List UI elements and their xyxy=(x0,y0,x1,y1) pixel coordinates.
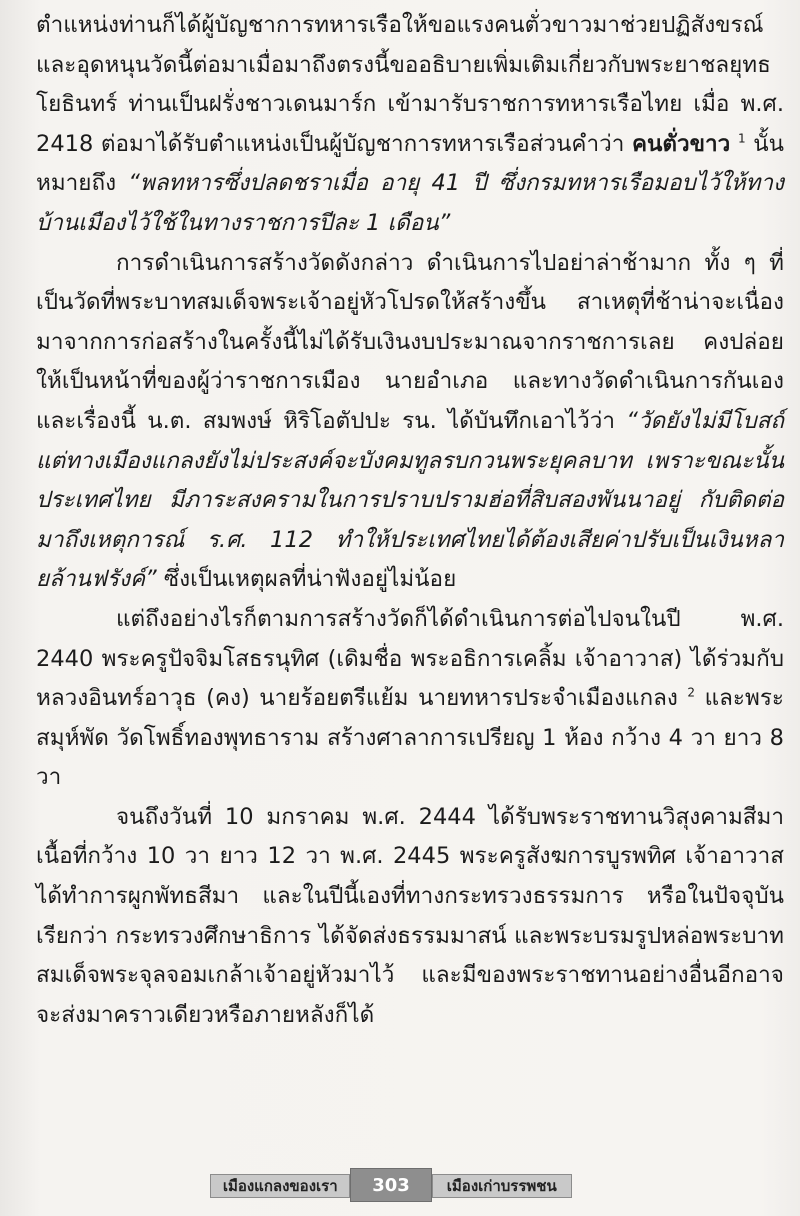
page-footer xyxy=(210,1168,572,1202)
paragraph xyxy=(36,6,784,244)
quotation-text: “พลทหารซึ่งปลดชราเมื่อ อายุ 41 ปี ซึ่งกรมทหารเรือมอบไว้ให้ทางบ้านเมืองไว้ใช้ในทางราชการปีละ 1 เดือน” xyxy=(36,170,784,236)
quotation-text: “วัดยังไม่มีโบสถ์แต่ทางเมืองแกลงยังไม่ประสงค์จะบังคมทูลรบกวนพระยุคลบาท เพราะขณะนั้นประเทศไทย มีภาระสงครามในการปราบปรามฮ่อที่สิบสองพันนาอยู่ กับติดต่อมาถึงเหตุการณ์ ร.ศ. 112 ทำให้ประเทศไทยได้ต้องเสียค่าปรับเป็นเงินหลายล้านฟรังค์” xyxy=(36,407,784,593)
paragraph-text: แต่ถึงอย่างไรก็ตามการสร้างวัดก็ได้ดำเนินการต่อไปจนในปี พ.ศ. 2440 พระครูปัจจิมโสธรนุทิศ (เดิมชื่อ พระอธิการเคลิ้ม เจ้าอาวาส) ได้ร่วมกับหลวงอินทร์อาวุธ (คง) นายร้อยตรีแย้ม นายทหารประจำเมืองแกลง xyxy=(36,605,784,712)
body-text xyxy=(36,6,784,1035)
paragraph xyxy=(36,244,784,600)
paragraph xyxy=(36,798,784,1036)
paragraph-text: ซึ่งเป็นเหตุผลที่น่าฟังอยู่ไม่น้อย xyxy=(156,566,457,593)
footnote-marker: 1 xyxy=(737,131,746,146)
paragraph-text: การดำเนินการสร้างวัดดังกล่าว ดำเนินการไปอย่าล่าช้ามาก ทั้ง ๆ ที่เป็นวัดที่พระบาทสมเด็จพระเจ้าอยู่หัวโปรดให้สร้างขึ้น สาเหตุที่ช้าน่าจะเนื่องมาจากการก่อสร้างในครั้งนี้ไม่ได้รับเงินงบประมาณจากราชการเลย คงปล่อยให้เป็นหน้าที่ของผู้ว่าราชการเมือง นายอำเภอ และทางวัดดำเนินการกันเอง และเรื่องนี้ น.ต. สมพงษ์ หิริโอตัปปะ รน. ได้บันทึกเอาไว้ว่า xyxy=(36,249,784,434)
paragraph-text xyxy=(730,131,738,157)
paragraph-text: และพระสมุห์พัด วัดโพธิ์ทองพุทธาราม สร้างศาลาการเปรียญ 1 ห้อง กว้าง 4 วา ยาว 8 วา xyxy=(36,685,785,791)
bold-term: คนตั่วขาว xyxy=(631,130,731,157)
footer-book-title: เมืองแกลงของเรา xyxy=(210,1174,350,1198)
paragraph xyxy=(36,600,784,798)
footer-section-title: เมืองเก่าบรรพชน xyxy=(432,1174,572,1198)
page-number: 303 xyxy=(350,1168,431,1202)
paragraph-text: ตำแหน่งท่านก็ได้ผู้บัญชาการทหารเรือให้ขอแรงคนตั่วขาวมาช่วยปฏิสังขรณ์ และอุดหนุนวัดนี้ต่อมาเมื่อมาถึงตรงนี้ขออธิบายเพิ่มเติมเกี่ยวกับพระยาชลยุทธโยธินทร์ ท่านเป็นฝรั่งชาวเดนมาร์ก เข้ามารับราชการทหารเรือไทย เมื่อ พ.ศ. 2418 ต่อมาได้รับตำแหน่งเป็นผู้บัญชาการทหารเรือส่วนคำว่า xyxy=(36,12,784,157)
paragraph-text: นั้น หมายถึง xyxy=(36,130,784,197)
paragraph-text: จนถึงวันที่ 10 มกราคม พ.ศ. 2444 ได้รับพระราชทานวิสุงคามสีมา เนื้อที่กว้าง 10 วา ยาว 12 วา พ.ศ. 2445 พระครูสังฆการบูรพทิศ เจ้าอาวาสได้ทำการผูกพัทธสีมา และในปีนี้เองที่ทางกระทรวงธรรมการ หรือในปัจจุบัน เรียกว่า กระทรวงศึกษาธิการ ได้จัดส่งธรรมมาสน์ และพระบรมรูปหล่อพระบาทสมเด็จพระจุลจอมเกล้าเจ้าอยู่หัวมาไว้ และมีของพระราชทานอย่างอื่นอีกอาจจะส่งมาคราวเดียวหรือภายหลังก็ได้ xyxy=(36,803,784,1028)
footnote-marker: 2 xyxy=(687,685,696,700)
